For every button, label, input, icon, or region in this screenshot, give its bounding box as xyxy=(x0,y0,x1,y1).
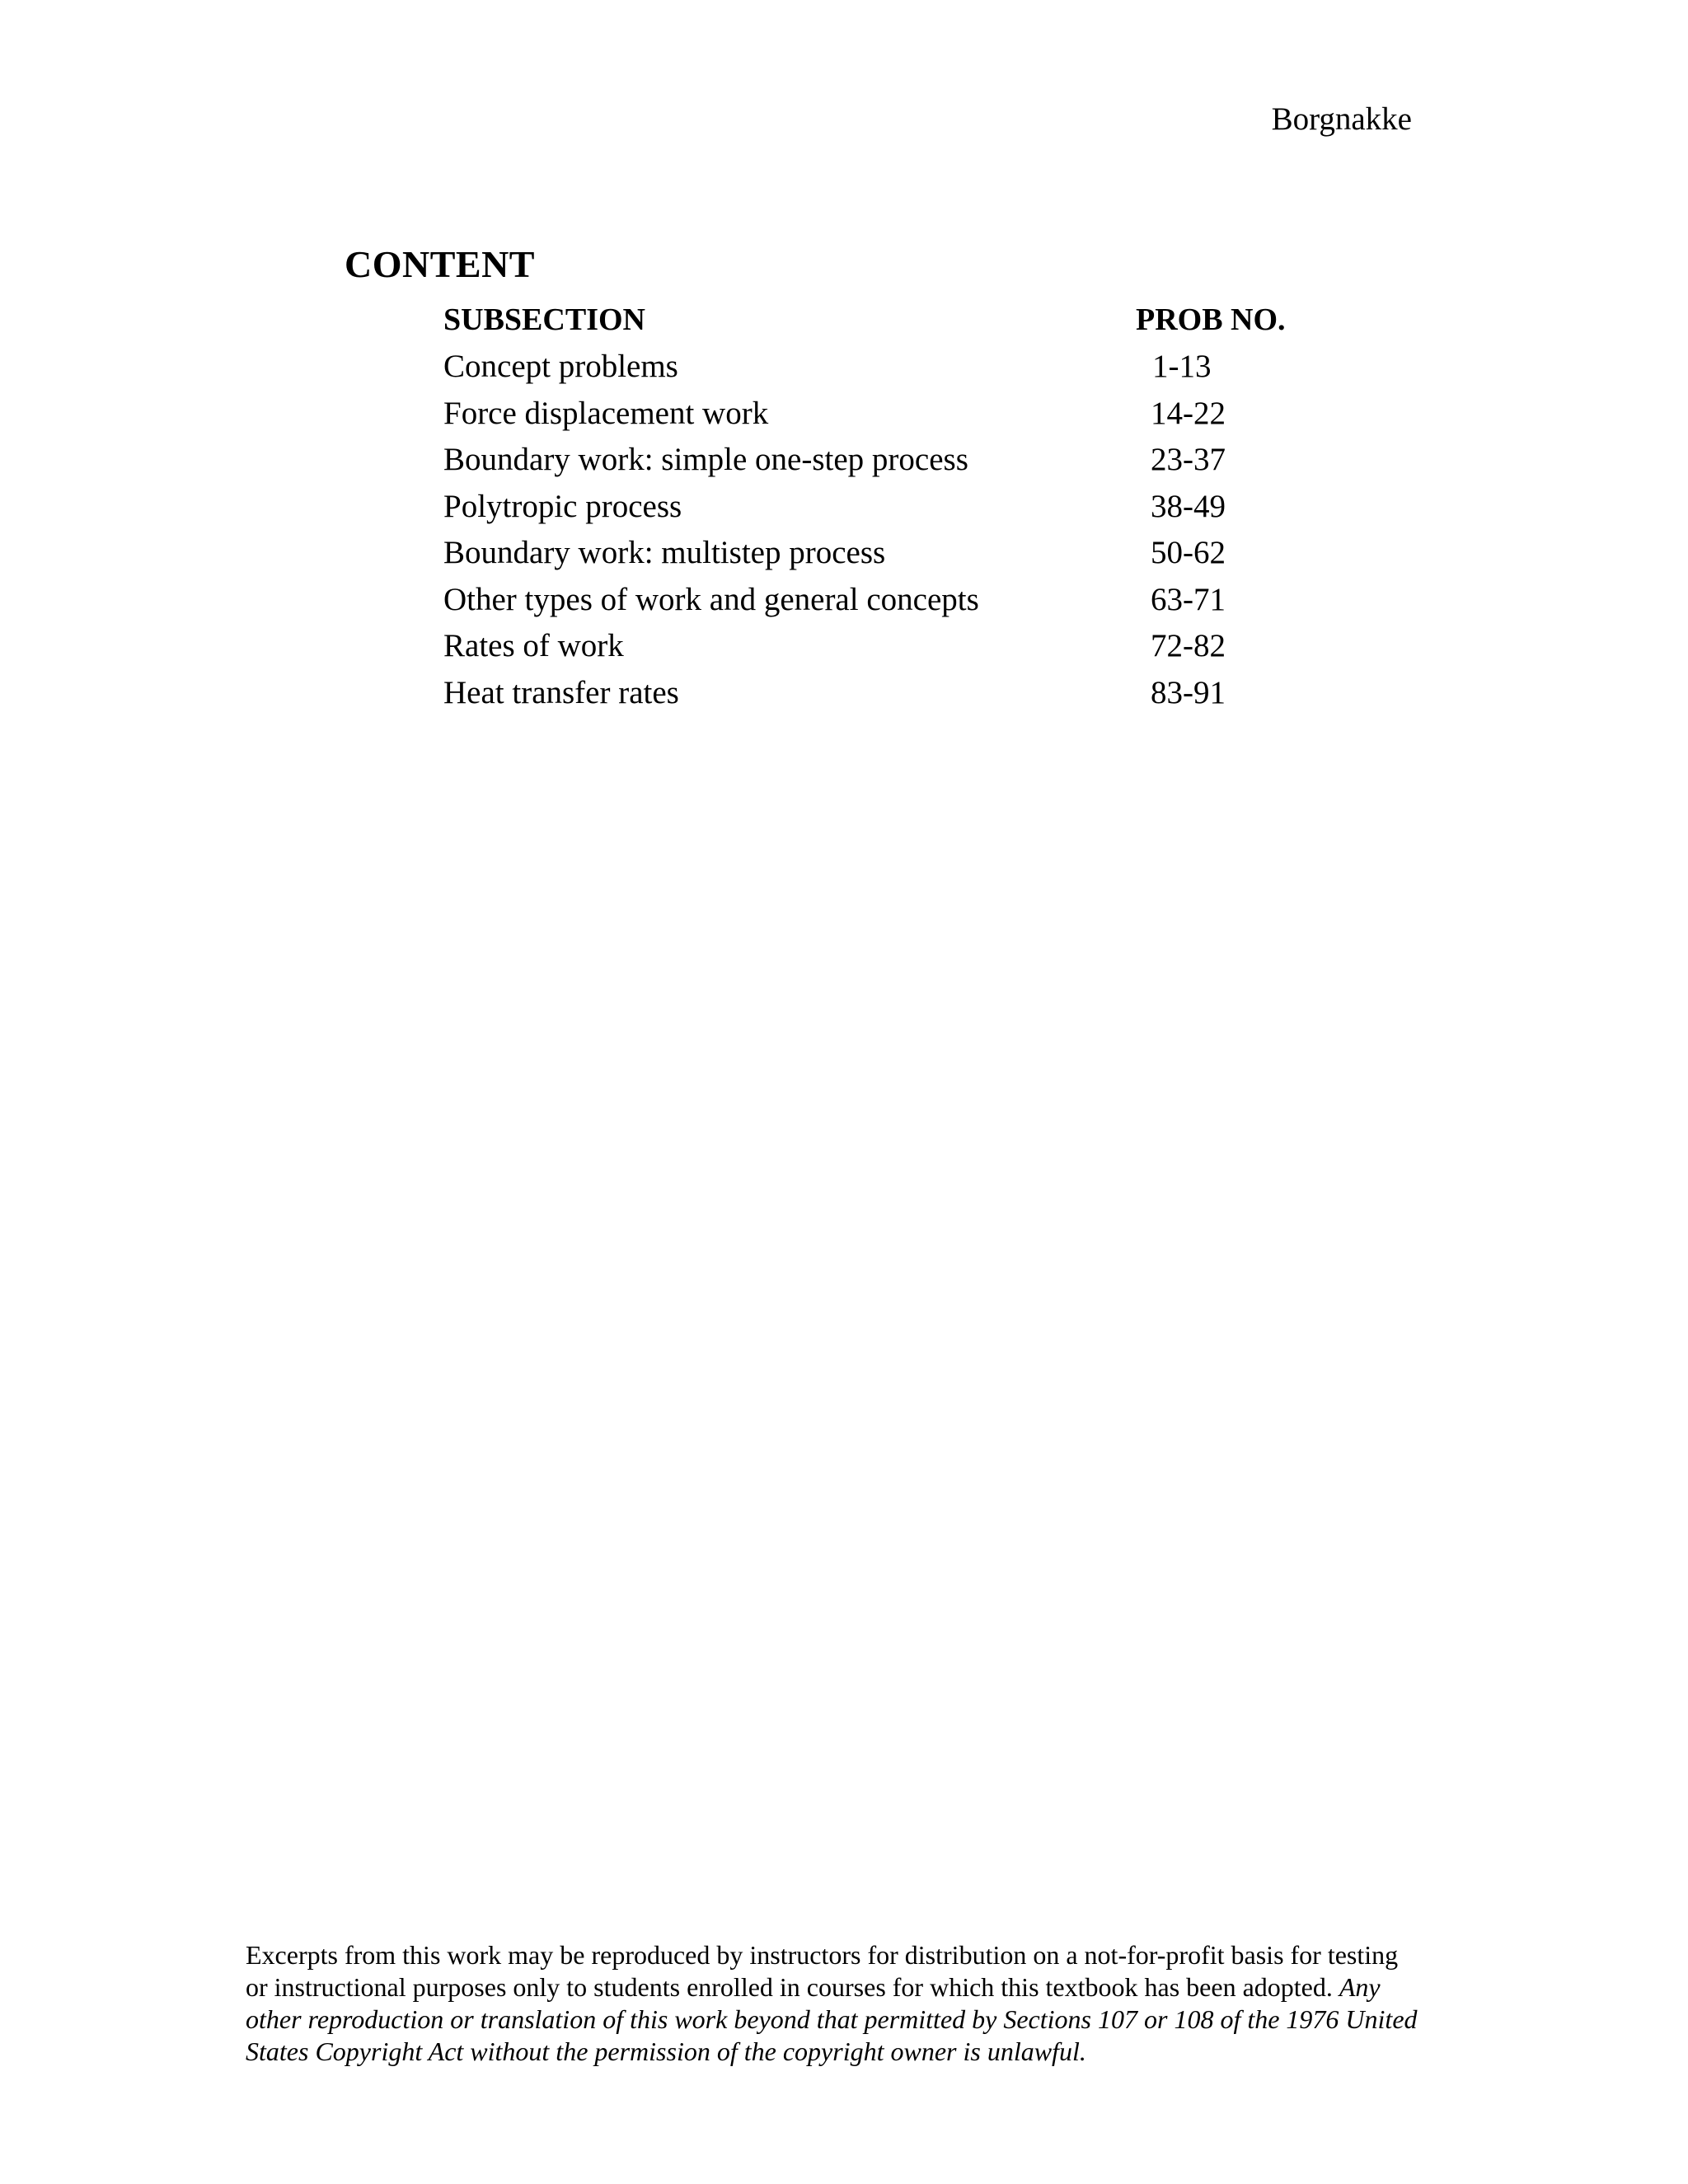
copyright-notice xyxy=(246,1939,1424,2068)
table-row xyxy=(443,576,1317,623)
table-row xyxy=(443,623,1317,670)
subsection-cell: Force displacement work xyxy=(443,395,769,431)
prob-range-cell: 23-37 xyxy=(1151,442,1226,478)
table-row xyxy=(443,437,1317,484)
prob-range-cell: 72-82 xyxy=(1151,628,1226,664)
subsection-cell: Polytropic process xyxy=(443,488,682,524)
prob-range-cell: 50-62 xyxy=(1151,535,1226,571)
prob-range-cell: 83-91 xyxy=(1151,674,1226,710)
table-row xyxy=(443,344,1317,391)
table-of-contents xyxy=(443,297,1317,716)
prob-range-cell: 14-22 xyxy=(1151,395,1226,431)
table-row xyxy=(443,483,1317,530)
prob-range-cell: 63-71 xyxy=(1151,581,1226,617)
copyright-notice-text: Excerpts from this work may be reproduced by instructors for distribution on a not-for-profit basis for testing or instructional purposes only to students enrolled in courses for which this textbook has been adopted. xyxy=(246,1940,1399,2002)
subsection-cell: Concept problems xyxy=(443,349,678,385)
subsection-cell: Heat transfer rates xyxy=(443,674,679,710)
table-row xyxy=(443,530,1317,577)
table-row xyxy=(443,669,1317,716)
content-heading: CONTENT xyxy=(345,243,535,285)
copyright-notice-italic-text: Any other reproduction or translation of this work beyond that permitted by Sections 107 or 108 of the 1976 United States Copyright Act without the permission of the copyright owner is unlawful. xyxy=(246,1972,1418,2066)
prob-range-cell: 38-49 xyxy=(1151,488,1226,524)
subsection-cell: Boundary work: simple one-step process xyxy=(443,442,968,478)
toc-header-row xyxy=(443,297,1317,344)
subsection-cell: Rates of work xyxy=(443,628,624,664)
subsection-column-header: SUBSECTION xyxy=(443,302,645,338)
prob-no-column-header: PROB NO. xyxy=(1136,302,1286,338)
prob-range-cell: 1-13 xyxy=(1152,349,1212,385)
subsection-cell: Other types of work and general concepts xyxy=(443,581,979,617)
table-row xyxy=(443,390,1317,437)
author-name: Borgnakke xyxy=(1271,101,1412,137)
subsection-cell: Boundary work: multistep process xyxy=(443,535,886,571)
